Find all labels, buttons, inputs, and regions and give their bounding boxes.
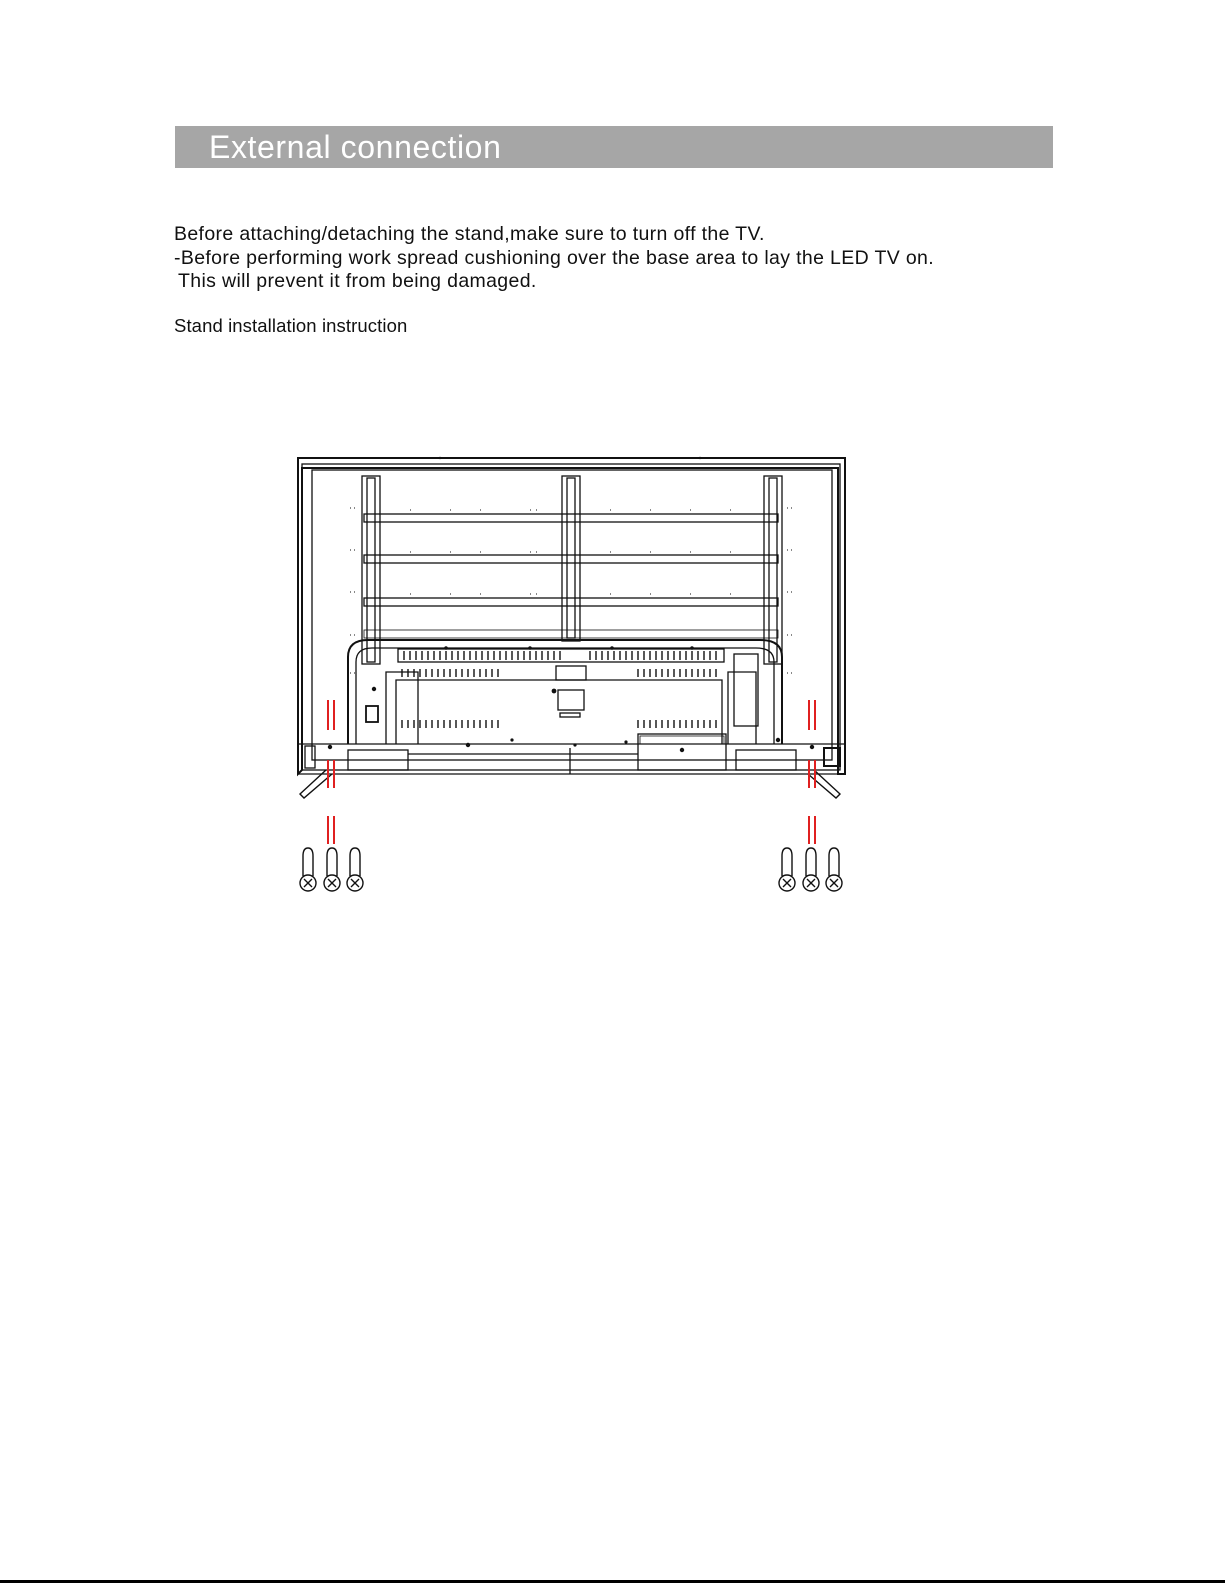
alignment-guides xyxy=(328,700,815,844)
page-bottom-rule xyxy=(0,1580,1225,1583)
section-header-bar xyxy=(175,126,1053,168)
instruction-line-cushioning: -Before performing work spread cushioning over the base area to lay the LED TV on. xyxy=(174,247,934,269)
screw-icons-left xyxy=(300,848,363,891)
screw-icons-right xyxy=(779,848,842,891)
tv-rear-stand-diagram xyxy=(290,452,850,902)
page-title: External connection xyxy=(209,129,502,165)
instruction-line-damage-prevention: This will prevent it from being damaged. xyxy=(178,270,537,292)
section-subtitle: Stand installation instruction xyxy=(174,315,408,336)
tv-rear-panel xyxy=(298,457,845,774)
mounting-holes xyxy=(328,457,814,752)
instruction-line-power-off: Before attaching/detaching the stand,make sure to turn off the TV. xyxy=(174,223,765,245)
